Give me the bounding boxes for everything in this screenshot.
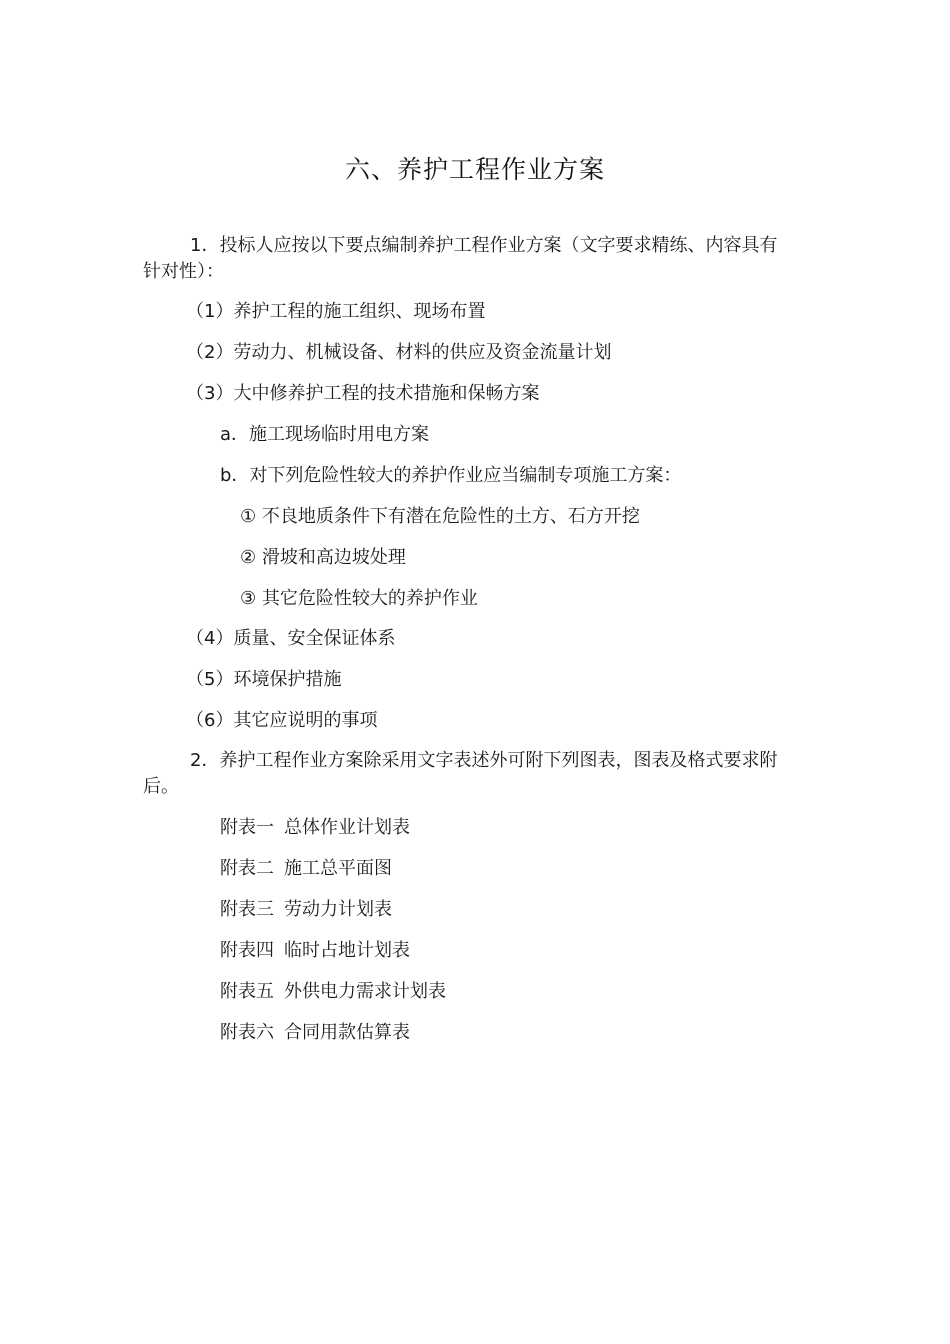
- attachment-label: 附表一: [220, 817, 274, 838]
- list-item: （6）其它应说明的事项: [186, 710, 378, 731]
- document-title: 六、养护工程作业方案: [344, 155, 605, 184]
- list-item: （2）劳动力、机械设备、材料的供应及资金流量计划: [186, 342, 612, 363]
- attachment-item: [220, 979, 446, 1005]
- attachment-item: [220, 938, 410, 964]
- para1-line1: 1．投标人应按以下要点编制养护工程作业方案（文字要求精练、内容具有: [190, 235, 778, 256]
- attachment-label: 附表五: [220, 981, 274, 1002]
- list-item: （1）养护工程的施工组织、现场布置: [186, 301, 486, 322]
- sub-list-item: a．施工现场临时用电方案: [220, 424, 430, 445]
- attachment-name: 临时占地计划表: [284, 940, 410, 961]
- attachment-label: 附表二: [220, 858, 274, 879]
- para2-line2: 后。: [143, 776, 179, 797]
- list-item: （3）大中修养护工程的技术措施和保畅方案: [186, 383, 540, 404]
- para2-line1: 2．养护工程作业方案除采用文字表述外可附下列图表，图表及格式要求附: [190, 750, 778, 771]
- attachment-name: 外供电力需求计划表: [284, 981, 446, 1002]
- attachment-label: 附表六: [220, 1022, 274, 1043]
- list-item: （4）质量、安全保证体系: [186, 628, 396, 649]
- attachment-item: [220, 815, 410, 841]
- attachment-label: 附表四: [220, 940, 274, 961]
- attachment-name: 合同用款估算表: [284, 1022, 410, 1043]
- circled-list-item: ② 滑坡和高边坡处理: [240, 547, 406, 568]
- attachment-name: 施工总平面图: [284, 858, 392, 879]
- circled-list-item: ① 不良地质条件下有潜在危险性的土方、石方开挖: [240, 506, 640, 527]
- attachment-name: 劳动力计划表: [284, 899, 392, 920]
- attachment-item: [220, 897, 392, 923]
- circled-list-item: ③ 其它危险性较大的养护作业: [240, 588, 478, 609]
- sub-list-item: b．对下列危险性较大的养护作业应当编制专项施工方案：: [220, 465, 682, 486]
- attachment-item: [220, 856, 392, 882]
- list-item: （5）环境保护措施: [186, 669, 342, 690]
- attachment-name: 总体作业计划表: [284, 817, 410, 838]
- para1-line2: 针对性）：: [143, 261, 224, 282]
- attachment-item: [220, 1020, 410, 1046]
- attachment-label: 附表三: [220, 899, 274, 920]
